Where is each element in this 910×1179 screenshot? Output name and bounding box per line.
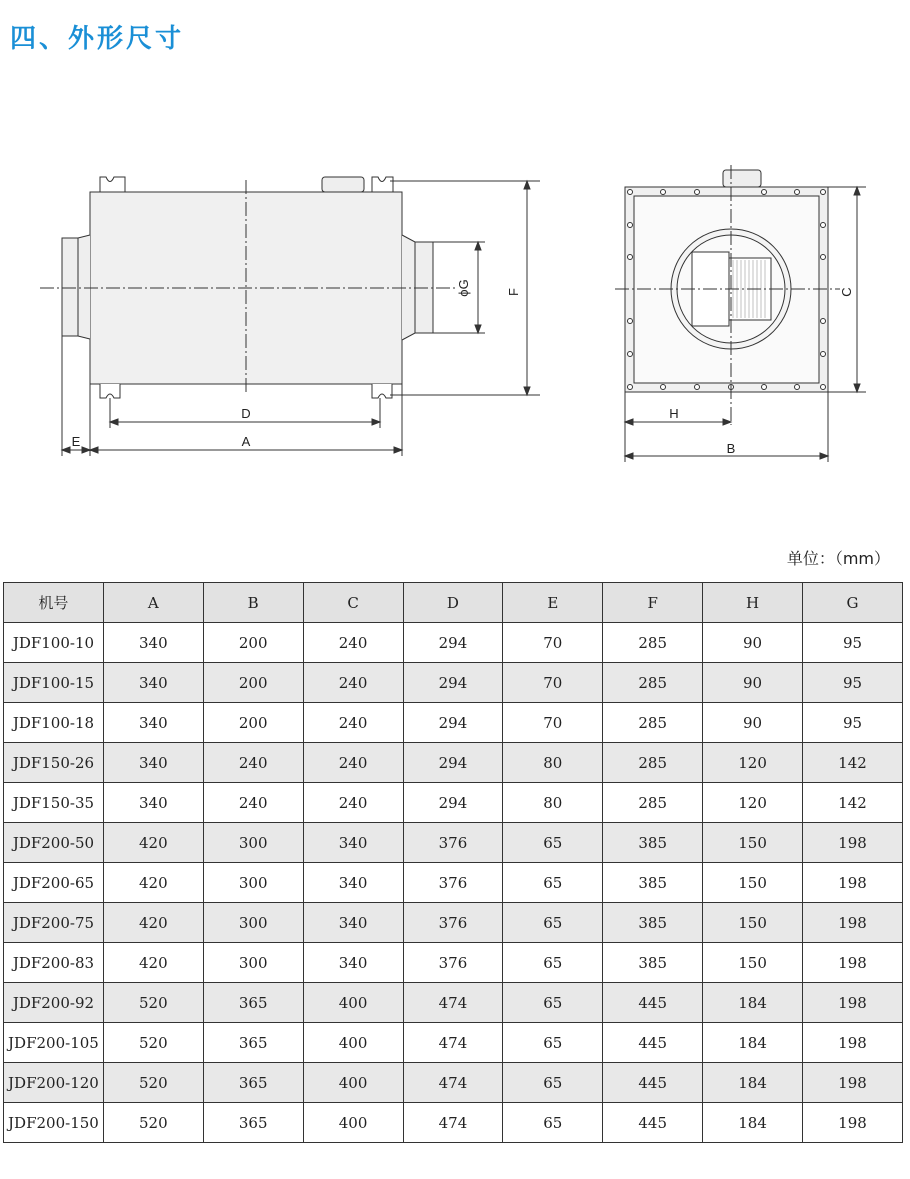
value-cell: 90	[703, 663, 803, 703]
value-cell: 420	[103, 823, 203, 863]
value-cell: 184	[703, 1103, 803, 1143]
value-cell: 365	[203, 1023, 303, 1063]
value-cell: 285	[603, 703, 703, 743]
table-row	[4, 703, 903, 743]
value-cell: 285	[603, 663, 703, 703]
value-cell: 376	[403, 863, 503, 903]
value-cell: 385	[603, 823, 703, 863]
unit-label: 单位：（mm）	[786, 549, 890, 568]
value-cell: 95	[803, 663, 903, 703]
value-cell: 240	[303, 663, 403, 703]
value-cell: 420	[103, 863, 203, 903]
value-cell: 340	[303, 863, 403, 903]
value-cell: 294	[403, 623, 503, 663]
value-cell: 65	[503, 943, 603, 983]
label-G: ϕG	[456, 279, 471, 297]
table-row	[4, 1103, 903, 1143]
value-cell: 65	[503, 823, 603, 863]
value-cell: 70	[503, 703, 603, 743]
value-cell: 294	[403, 703, 503, 743]
value-cell: 294	[403, 783, 503, 823]
value-cell: 474	[403, 983, 503, 1023]
table-row	[4, 823, 903, 863]
value-cell: 340	[103, 743, 203, 783]
value-cell: 285	[603, 783, 703, 823]
value-cell: 95	[803, 623, 903, 663]
value-cell: 200	[203, 623, 303, 663]
table-row	[4, 943, 903, 983]
value-cell: 70	[503, 663, 603, 703]
table-row	[4, 663, 903, 703]
value-cell: 95	[803, 703, 903, 743]
value-cell: 120	[703, 783, 803, 823]
table-row	[4, 783, 903, 823]
value-cell: 70	[503, 623, 603, 663]
value-cell: 385	[603, 943, 703, 983]
value-cell: 65	[503, 1103, 603, 1143]
label-F: F	[506, 288, 521, 296]
value-cell: 365	[203, 983, 303, 1023]
table-row	[4, 623, 903, 663]
value-cell: 340	[303, 943, 403, 983]
value-cell: 400	[303, 983, 403, 1023]
table-row	[4, 743, 903, 783]
header-cell: 机号	[4, 583, 104, 623]
value-cell: 150	[703, 823, 803, 863]
model-cell: JDF200-120	[4, 1063, 104, 1103]
model-cell: JDF200-65	[4, 863, 104, 903]
value-cell: 376	[403, 903, 503, 943]
dimension-drawing	[0, 150, 910, 470]
value-cell: 294	[403, 663, 503, 703]
value-cell: 300	[203, 863, 303, 903]
value-cell: 198	[803, 1103, 903, 1143]
value-cell: 294	[403, 743, 503, 783]
value-cell: 65	[503, 903, 603, 943]
header-cell: F	[603, 583, 703, 623]
value-cell: 240	[203, 783, 303, 823]
value-cell: 340	[103, 783, 203, 823]
table-row	[4, 1023, 903, 1063]
value-cell: 198	[803, 1023, 903, 1063]
label-E: E	[71, 434, 81, 449]
label-A: A	[241, 434, 251, 449]
value-cell: 520	[103, 983, 203, 1023]
value-cell: 365	[203, 1063, 303, 1103]
model-cell: JDF200-75	[4, 903, 104, 943]
label-C: C	[839, 287, 854, 297]
value-cell: 520	[103, 1103, 203, 1143]
value-cell: 198	[803, 863, 903, 903]
value-cell: 240	[303, 623, 403, 663]
value-cell: 365	[203, 1103, 303, 1143]
value-cell: 300	[203, 943, 303, 983]
value-cell: 200	[203, 703, 303, 743]
value-cell: 184	[703, 1063, 803, 1103]
value-cell: 340	[103, 703, 203, 743]
value-cell: 198	[803, 1063, 903, 1103]
model-cell: JDF200-105	[4, 1023, 104, 1063]
value-cell: 240	[303, 743, 403, 783]
value-cell: 300	[203, 903, 303, 943]
value-cell: 340	[303, 903, 403, 943]
value-cell: 474	[403, 1063, 503, 1103]
value-cell: 150	[703, 903, 803, 943]
value-cell: 240	[203, 743, 303, 783]
value-cell: 65	[503, 863, 603, 903]
value-cell: 65	[503, 1063, 603, 1103]
value-cell: 65	[503, 983, 603, 1023]
value-cell: 385	[603, 903, 703, 943]
value-cell: 142	[803, 783, 903, 823]
header-cell: A	[103, 583, 203, 623]
value-cell: 385	[603, 863, 703, 903]
value-cell: 198	[803, 903, 903, 943]
value-cell: 445	[603, 1023, 703, 1063]
value-cell: 300	[203, 823, 303, 863]
value-cell: 240	[303, 783, 403, 823]
value-cell: 285	[603, 743, 703, 783]
value-cell: 198	[803, 823, 903, 863]
model-cell: JDF200-50	[4, 823, 104, 863]
table-row	[4, 983, 903, 1023]
value-cell: 420	[103, 943, 203, 983]
value-cell: 520	[103, 1063, 203, 1103]
label-D: D	[241, 406, 251, 421]
value-cell: 150	[703, 943, 803, 983]
model-cell: JDF200-92	[4, 983, 104, 1023]
value-cell: 80	[503, 743, 603, 783]
section-title: 四、外形尺寸	[10, 24, 185, 54]
value-cell: 150	[703, 863, 803, 903]
value-cell: 198	[803, 983, 903, 1023]
value-cell: 474	[403, 1103, 503, 1143]
value-cell: 200	[203, 663, 303, 703]
value-cell: 445	[603, 1063, 703, 1103]
header-cell: C	[303, 583, 403, 623]
value-cell: 376	[403, 943, 503, 983]
model-cell: JDF200-150	[4, 1103, 104, 1143]
header-cell: H	[703, 583, 803, 623]
value-cell: 184	[703, 983, 803, 1023]
spec-table	[3, 582, 903, 1143]
value-cell: 65	[503, 1023, 603, 1063]
value-cell: 340	[103, 623, 203, 663]
value-cell: 285	[603, 623, 703, 663]
value-cell: 376	[403, 823, 503, 863]
value-cell: 420	[103, 903, 203, 943]
value-cell: 142	[803, 743, 903, 783]
model-cell: JDF100-15	[4, 663, 104, 703]
header-cell: E	[503, 583, 603, 623]
label-B: B	[726, 441, 736, 456]
value-cell: 184	[703, 1023, 803, 1063]
value-cell: 400	[303, 1103, 403, 1143]
model-cell: JDF100-18	[4, 703, 104, 743]
model-cell: JDF150-35	[4, 783, 104, 823]
model-cell: JDF200-83	[4, 943, 104, 983]
value-cell: 90	[703, 703, 803, 743]
header-cell: G	[803, 583, 903, 623]
table-header-row	[4, 583, 903, 623]
label-H: H	[669, 406, 679, 421]
header-cell: B	[203, 583, 303, 623]
table-body	[4, 623, 903, 1143]
value-cell: 474	[403, 1023, 503, 1063]
table-row	[4, 863, 903, 903]
model-cell: JDF150-26	[4, 743, 104, 783]
value-cell: 90	[703, 623, 803, 663]
value-cell: 340	[303, 823, 403, 863]
value-cell: 198	[803, 943, 903, 983]
value-cell: 520	[103, 1023, 203, 1063]
value-cell: 240	[303, 703, 403, 743]
value-cell: 445	[603, 1103, 703, 1143]
header-cell: D	[403, 583, 503, 623]
table-row	[4, 903, 903, 943]
model-cell: JDF100-10	[4, 623, 104, 663]
value-cell: 340	[103, 663, 203, 703]
table-row	[4, 1063, 903, 1103]
value-cell: 445	[603, 983, 703, 1023]
value-cell: 80	[503, 783, 603, 823]
value-cell: 400	[303, 1023, 403, 1063]
value-cell: 400	[303, 1063, 403, 1103]
value-cell: 120	[703, 743, 803, 783]
